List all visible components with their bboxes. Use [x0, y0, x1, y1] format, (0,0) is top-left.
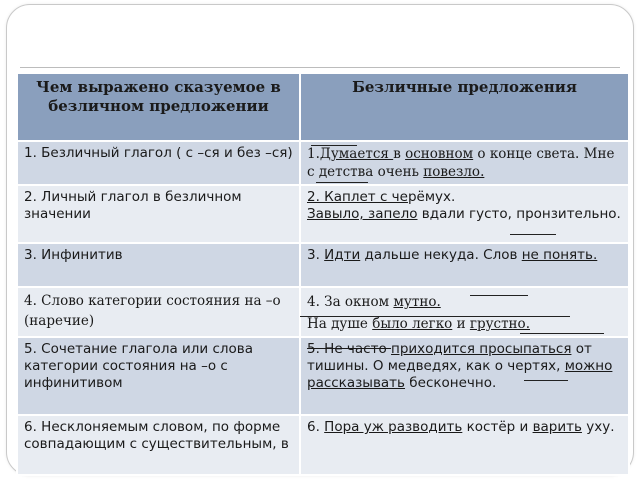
r4-e: и [452, 316, 470, 332]
r1-a: 1. [307, 146, 320, 162]
r5-c: от тишины. О медведях, как о чертях, [307, 341, 592, 374]
table-row [17, 287, 629, 337]
row6-right-text [301, 416, 628, 436]
row6-right [300, 415, 629, 475]
header-left [17, 73, 300, 141]
annotation-line [311, 145, 357, 146]
r4-a: 4. За окном [307, 294, 394, 310]
r6-d: варить [532, 419, 582, 435]
header-right [300, 73, 629, 141]
annotation-line [470, 295, 528, 296]
row1-right [300, 141, 629, 185]
r4-f: грустно. [469, 316, 530, 332]
row1-left-text: 1. Безличный глагол ( с –ся и без –ся) [24, 145, 293, 161]
r2-d: вдали густо, пронзительно. [417, 206, 621, 222]
r5-b: приходится просыпаться [391, 341, 572, 357]
r1-c: в [393, 146, 406, 162]
table-row [17, 243, 629, 287]
annotation-line [520, 333, 604, 334]
r1-f: повезло. [423, 164, 485, 180]
annotation-line [510, 234, 556, 235]
row1-right-text [301, 142, 628, 181]
annotation-line [300, 316, 570, 317]
table-row [17, 415, 629, 475]
r3-d: не понять. [521, 247, 598, 263]
r5-d: можно рассказывать [307, 358, 613, 391]
row3-right-text [301, 244, 628, 264]
row3-left [17, 243, 300, 287]
row6-left [17, 415, 300, 475]
r2-b: рёмух. [407, 189, 456, 205]
r5-e: бесконечно. [405, 375, 497, 391]
annotation-line [316, 182, 368, 183]
row5-right-text [301, 338, 628, 392]
row4-right-text [301, 288, 628, 335]
header-right-text: Безличные предложения [352, 78, 577, 96]
title-divider [20, 67, 620, 68]
r6-a: 6. [307, 419, 325, 435]
row1-left [17, 141, 300, 185]
row6-left-text: 6. Несклоняемым словом, по форме совпадающим с существительным, в [24, 419, 289, 452]
row5-right [300, 337, 629, 415]
row4-left-text: 4. Слово категории состояния на –о (наречие) [24, 293, 281, 329]
row5-left-text: 5. Сочетание глагола или слова категории состояния на –о с инфинитивом [24, 341, 254, 391]
row2-right-text [301, 186, 628, 223]
r4-c: На душе [307, 316, 373, 332]
r6-b: Пора уж разводить [324, 419, 463, 435]
r6-e: уху. [581, 419, 615, 435]
annotation-line [524, 380, 568, 381]
r3-b: Идти [324, 247, 361, 263]
r2-a: 2. Каплет с че [307, 189, 408, 205]
r4-b: мутно. [393, 294, 441, 310]
row2-left [17, 185, 300, 243]
row4-left [17, 287, 300, 337]
header-left-text: Чем выражено сказуемое в безличном предложении [36, 78, 281, 115]
row4-right [300, 287, 629, 337]
r1-e: о конце света. Мне с детства очень [307, 146, 615, 180]
row5-left [17, 337, 300, 415]
row3-left-text: 3. Инфинитив [24, 247, 123, 263]
impersonal-sentences-table [16, 72, 630, 476]
row3-right [300, 243, 629, 287]
r2-c: Завыло, запело [307, 206, 418, 222]
r4-d: было легко [372, 316, 453, 332]
r1-d: основном [405, 146, 474, 162]
row2-left-text: 2. Личный глагол в безличном значении [24, 189, 242, 222]
r3-a: 3. [307, 247, 325, 263]
table-row [17, 337, 629, 415]
table-row [17, 141, 629, 185]
r5-a: 5. Не часто [307, 341, 392, 357]
r3-c: дальше некуда. Слов [360, 247, 522, 263]
r6-c: костёр и [462, 419, 533, 435]
r1-b: Думается [319, 146, 394, 162]
row2-right [300, 185, 629, 243]
